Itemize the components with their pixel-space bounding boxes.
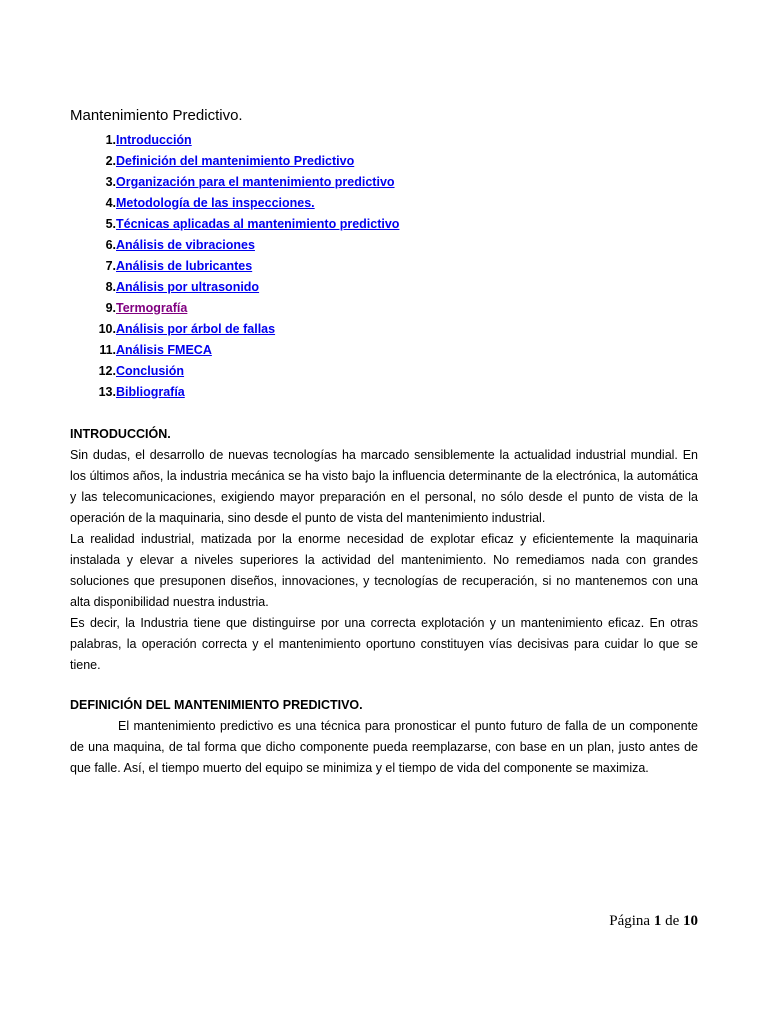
toc-link-ultrasonido[interactable]: Análisis por ultrasonido [116,279,260,294]
toc-link-metodologia[interactable]: Metodología de las inspecciones. [116,195,315,210]
page-footer [609,911,698,931]
toc-link-termografia[interactable]: Termografía [116,300,188,315]
section-heading: DEFINICIÓN DEL MANTENIMIENTO PREDICTIVO. [70,698,363,712]
toc-item-fmeca [70,339,399,360]
toc-item-arbol-fallas [70,318,399,339]
toc-number: 6. [105,237,116,252]
paragraph: Es decir, la Industria tiene que distinguirse por una correcta explotación y un mantenimiento eficaz. En otras palabras, la operación correcta y el mantenimiento oportuno constituyen vías decisivas para cuidar lo que se tiene. [70,616,698,672]
toc-item-metodologia [70,192,399,213]
toc-number: 7. [105,258,116,273]
page-label: Página [609,913,651,929]
document-title: Mantenimiento Predictivo. [70,107,243,124]
toc-link-organizacion[interactable]: Organización para el mantenimiento predictivo [116,174,395,189]
toc-item-organizacion [70,171,399,192]
toc-link-bibliografia[interactable]: Bibliografía [116,384,185,399]
toc-item-bibliografia [70,381,399,402]
of-label: de [665,913,680,929]
toc-number: 8. [105,279,116,294]
toc-number: 9. [105,300,116,315]
total-pages-number: 10 [683,913,698,929]
section-introduccion [70,424,698,676]
toc-item-lubricantes [70,255,399,276]
toc-link-conclusion[interactable]: Conclusión [116,363,185,378]
toc-number: 3. [105,174,116,189]
toc-link-tecnicas[interactable]: Técnicas aplicadas al mantenimiento predictivo [116,216,400,231]
paragraph: Sin dudas, el desarrollo de nuevas tecnologías ha marcado sensiblemente la actualidad industrial mundial. En los últimos años, la industria mecánica se ha visto bajo la influencia determinante de la electrónica, la automática y las telecomunicaciones, exigiendo mayor preparación en el personal, no sólo desde el punto de vista de la operación de la maquinaria, sino desde el punto de vista del mantenimiento industrial. [70,448,698,525]
current-page-number: 1 [653,913,662,929]
toc-item-termografia [70,297,399,318]
document-page [70,0,698,1024]
toc-number: 1. [105,132,116,147]
toc-link-definicion[interactable]: Definición del mantenimiento Predictivo [116,153,355,168]
table-of-contents [70,129,399,402]
toc-number: 10. [98,321,116,336]
toc-number: 12. [98,363,116,378]
toc-number: 5. [105,216,116,231]
toc-item-definicion [70,150,399,171]
toc-item-introduccion [70,129,399,150]
toc-number: 11. [99,342,116,357]
paragraph: El mantenimiento predictivo es una técnica para pronosticar el punto futuro de falla de un componente de una maquina, de tal forma que dicho componente pueda reemplazarse, con base en un plan, justo antes de que falle. Así, el tiempo muerto del equipo se minimiza y el tiempo de vida del componente se maximiza. [70,719,698,775]
toc-link-fmeca[interactable]: Análisis FMECA [116,342,212,357]
toc-number: 4. [105,195,116,210]
toc-link-introduccion[interactable]: Introducción [116,132,192,147]
toc-link-lubricantes[interactable]: Análisis de lubricantes [116,258,253,273]
toc-item-conclusion [70,360,399,381]
toc-item-tecnicas [70,213,399,234]
section-definicion [70,695,698,779]
section-heading: INTRODUCCIÓN. [70,427,171,441]
toc-link-arbol-fallas[interactable]: Análisis por árbol de fallas [116,321,276,336]
toc-link-vibraciones[interactable]: Análisis de vibraciones [116,237,255,252]
toc-item-vibraciones [70,234,399,255]
toc-number: 13. [98,384,116,399]
paragraph: La realidad industrial, matizada por la enorme necesidad de explotar eficaz y eficientemente la maquinaria instalada y elevar a niveles superiores la actividad del mantenimiento. No remediamos nada con grandes soluciones que presuponen diseños, innovaciones, y tecnologías de recuperación, si no mantenemos con una alta disponibilidad nuestra industria. [70,532,698,609]
toc-item-ultrasonido [70,276,399,297]
toc-number: 2. [105,153,116,168]
